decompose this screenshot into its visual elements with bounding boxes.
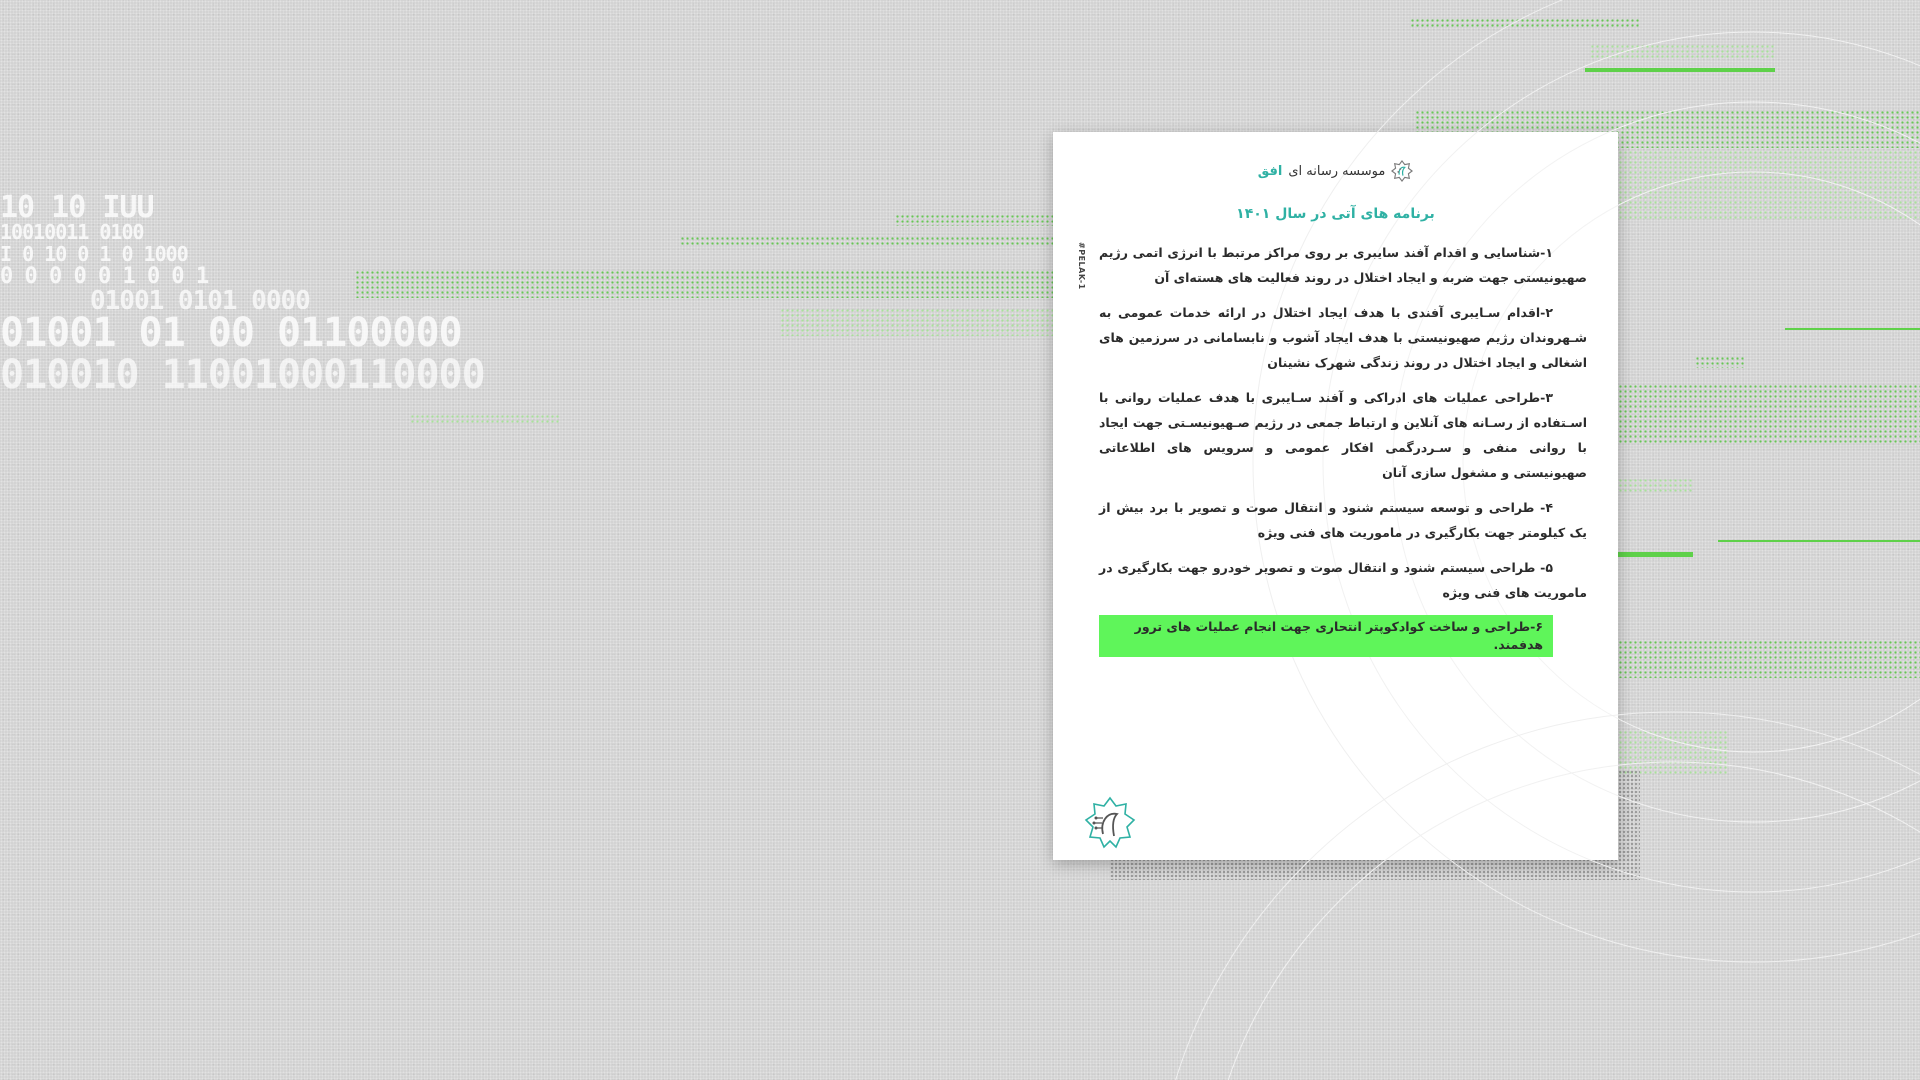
green-streak-decoration xyxy=(1585,68,1775,72)
list-item: ۵- طراحی سیستم شنود و انتقال صوت و تصویر خودرو جهت بکارگیری در ماموریت های فنی ویژه xyxy=(1099,560,1587,600)
footer-emblem-icon xyxy=(1083,796,1137,850)
green-streak-decoration xyxy=(1785,328,1920,330)
document-title: برنامه های آتی در سال ۱۴۰۱ xyxy=(1236,206,1435,222)
list-item: ۳-طراحی عملیات های ادراکی و آفند سـایبری با هدف عملیات روانی با اسـتفاده از رسـانه های آنلاین و ارتباط جمعی در رژیم صـهیونیسـتی جهت ایجاد با روانی منفی و سـردرگمی افکار عمومی و سرویس های اطلاعاتی صهیونیستی و مشغول سازی آنان xyxy=(1099,390,1587,480)
green-streak-decoration xyxy=(1718,540,1920,542)
org-name xyxy=(1258,160,1414,182)
list-item: ۴- طراحی و توسعه سیستم شنود و انتقال صوت و تصویر با برد بیش از یک کیلومتر جهت بکارگیری در ماموریت های فنی ویژه xyxy=(1099,500,1587,540)
org-logo-icon xyxy=(1391,160,1413,182)
org-prefix: موسسه رسانه ای xyxy=(1288,163,1386,179)
green-streak-decoration xyxy=(1695,356,1745,368)
green-streak-decoration xyxy=(1618,478,1693,492)
list-item: ۱-شناسایی و اقدام آفند سایبری بر روی مراکز مرتبط با انرژی اتمی رژیم صهیونیستی جهت ضربه و ایجاد اختلال در روند فعالیت های هسته‌ای آن xyxy=(1099,245,1587,285)
green-streak-decoration xyxy=(1618,640,1920,678)
green-streak-decoration xyxy=(895,214,1055,226)
org-name-accent: افق xyxy=(1257,163,1283,179)
green-streak-decoration xyxy=(1618,552,1693,557)
green-streak-decoration xyxy=(1410,18,1640,28)
highlighted-list-item xyxy=(1099,615,1587,657)
binary-line: 010010 11001000110000 xyxy=(0,352,485,398)
green-streak-decoration xyxy=(1618,150,1920,220)
list-item: ۲-اقدام سـایبری آفندی با هدف ایجاد اختلال در ارائه خدمات عمومی به شـهروندان رژیم صهیونیستی با هدف ایجاد آشوب و نابسامانی در سرزمین های اشغالی و ایجاد اختلال در روند زندگی شهرک نشینان xyxy=(1099,305,1587,370)
green-streak-decoration xyxy=(780,308,1055,336)
binary-line: 01001 01 00 01100000 xyxy=(0,310,462,356)
green-streak-decoration xyxy=(680,236,1060,246)
binary-line: 10010011 0100 xyxy=(0,220,144,244)
document-page xyxy=(1053,132,1618,860)
highlight-mark: ۶-طراحی و ساخت کوادکوپتر انتحاری جهت انجام عملیات های ترور هدفمند. xyxy=(1099,615,1553,657)
side-tag: #PELAK-1 xyxy=(1077,242,1086,290)
binary-line: 10 10 IUU xyxy=(0,190,154,225)
binary-line: I 0 10 0 1 0 1000 xyxy=(0,242,188,266)
green-streak-decoration xyxy=(410,414,560,424)
document-header xyxy=(1053,160,1618,186)
binary-line: 01001 0101 0000 xyxy=(90,286,310,316)
binary-line: 0 0 0 0 0 1 0 0 1 xyxy=(0,264,209,289)
green-streak-decoration xyxy=(1618,384,1920,444)
green-streak-decoration xyxy=(1590,44,1775,58)
document-items xyxy=(1099,240,1587,667)
green-streak-decoration xyxy=(355,270,1055,298)
binary-decoration xyxy=(0,190,485,410)
